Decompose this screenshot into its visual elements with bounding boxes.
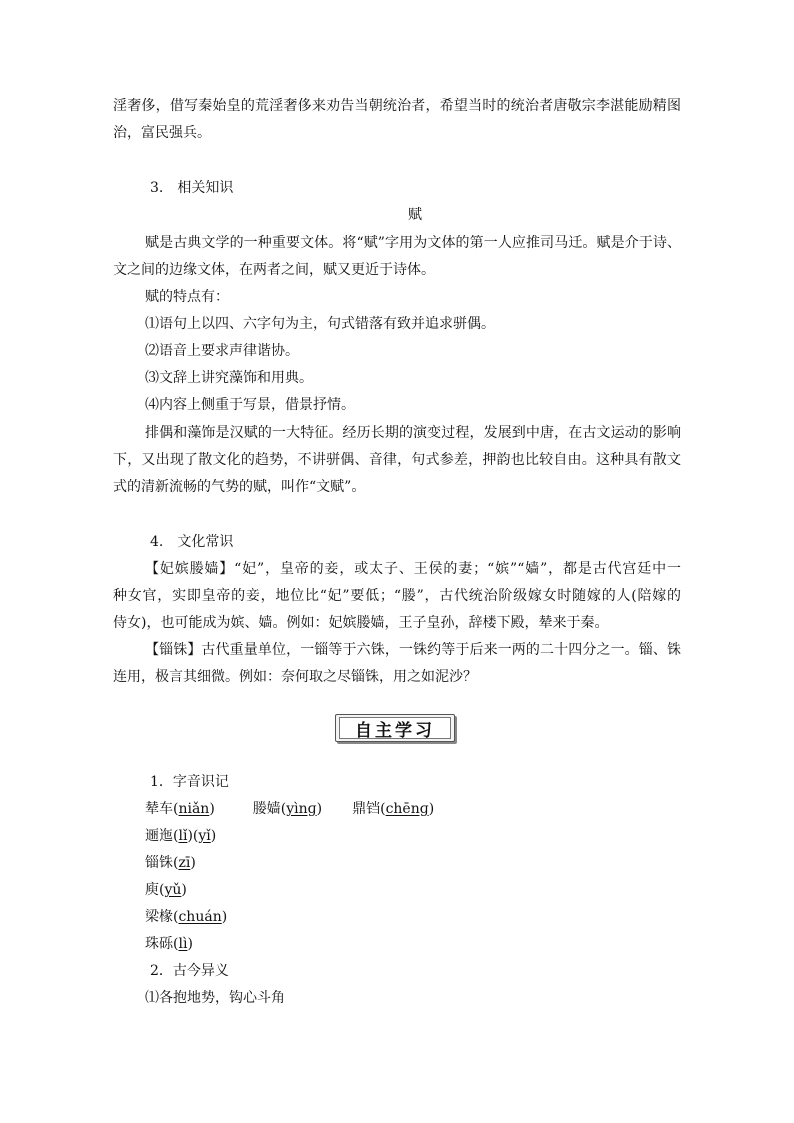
pinyin: yǐ: [198, 828, 211, 844]
paragraph-line: 排偶和藻饰是汉赋的一大特征。经历长期的演变过程，发展到中唐，在古文运动的影响: [145, 425, 681, 441]
paren: ): [428, 801, 435, 817]
pinyin-row: [145, 907, 227, 927]
paren: ): [181, 882, 187, 898]
list-item: ⑴各抱地势，钩心斗角: [145, 990, 285, 1006]
list-item: ⑴语句上以四、六字句为主，句式错落有致并追求骈偶。: [145, 316, 495, 332]
pinyin-row: [145, 853, 196, 873]
paren: ): [209, 801, 215, 817]
paragraph-line: 下，又出现了散文化的趋势，不讲骈偶、音律，句式参差，押韵也比较自由。这种具有散文: [113, 452, 681, 468]
list-item: ⑷内容上侧重于写景，借景抒情。: [145, 397, 355, 413]
word: 逦迤(: [145, 828, 179, 844]
word: 庾(: [145, 882, 165, 898]
pinyin-row: [145, 826, 216, 846]
paragraph-line: 赋的特点有：: [145, 289, 229, 305]
subsection-title: 赋: [408, 207, 422, 223]
section-heading: 4. 文化常识: [150, 534, 234, 550]
list-item: ⑶文辞上讲究藻饰和用典。: [145, 370, 313, 386]
paragraph-line: 连用，极言其细微。例如：奈何取之尽锱铢，用之如泥沙？: [113, 669, 477, 685]
word: 辇车(: [145, 801, 179, 817]
paragraph-line: 侍女)，也可能成为嫔、嫱。例如：妃嫔媵嫱，王子皇孙，辞楼下殿，辇来于秦。: [113, 615, 609, 631]
pinyin: yìnɡ: [286, 801, 317, 817]
pinyin: lì: [178, 936, 188, 952]
list-item: ⑵语音上要求声律谐协。: [145, 343, 299, 359]
word: 鼎铛(: [352, 801, 386, 817]
pinyin-row: [145, 799, 434, 819]
word: 珠砾(: [145, 936, 179, 952]
word: 梁椽(: [145, 909, 179, 925]
study-heading: 1．字音识记: [150, 774, 229, 790]
paragraph-line: 淫奢侈，借写秦始皇的荒淫奢侈来劝告当朝统治者，希望当时的统治者唐敬宗李湛能励精图: [113, 98, 681, 114]
paragraph-line: 【锱铢】古代重量单位，一锱等于六铢，一铢约等于后来一两的二十四分之一。锱、铢: [145, 642, 681, 658]
pinyin: niǎn: [178, 801, 210, 817]
paragraph-line: 【妃嫔媵嫱】“妃”，皇帝的妾，或太子、王侯的妻；“嫔”“嫱”，都是古代宫廷中一: [145, 561, 681, 577]
paren: ): [210, 828, 217, 844]
section-heading: 3. 相关知识: [150, 180, 234, 196]
pinyin: lǐ: [178, 828, 188, 844]
pinyin: chēnɡ: [385, 801, 429, 817]
study-heading: 2．古今异义: [150, 963, 229, 979]
pinyin-row: [145, 880, 187, 900]
word: 媵嫱(: [252, 801, 287, 817]
paren: ): [190, 855, 196, 871]
pinyin: yǔ: [164, 882, 182, 898]
paren: ): [221, 909, 228, 925]
pinyin-row: [145, 934, 193, 954]
paren: ): [187, 936, 193, 952]
word: 锱铢(: [145, 855, 179, 871]
paragraph-line: 种女官，实即皇帝的妾，地位比“妃”要低；“媵”，古代统治阶级嫁女时随嫁的人(陪嫁的: [113, 588, 681, 604]
paragraph-line: 文之间的边缘文体，在两者之间，赋又更近于诗体。: [113, 262, 435, 278]
paren: ): [316, 801, 323, 817]
section-banner: [335, 714, 455, 742]
banner-label: 自主学习: [339, 717, 451, 739]
paragraph-line: 赋是古典文学的一种重要文体。将“赋”字用为文体的第一人应推司马迁。赋是介于诗、: [145, 235, 681, 251]
pinyin: chuán: [178, 909, 222, 925]
paragraph-line: 治，富民强兵。: [113, 125, 211, 141]
paren: )(: [187, 828, 199, 844]
pinyin: zī: [178, 855, 191, 871]
paragraph-line: 式的清新流畅的气势的赋，叫作“文赋”。: [113, 479, 366, 495]
